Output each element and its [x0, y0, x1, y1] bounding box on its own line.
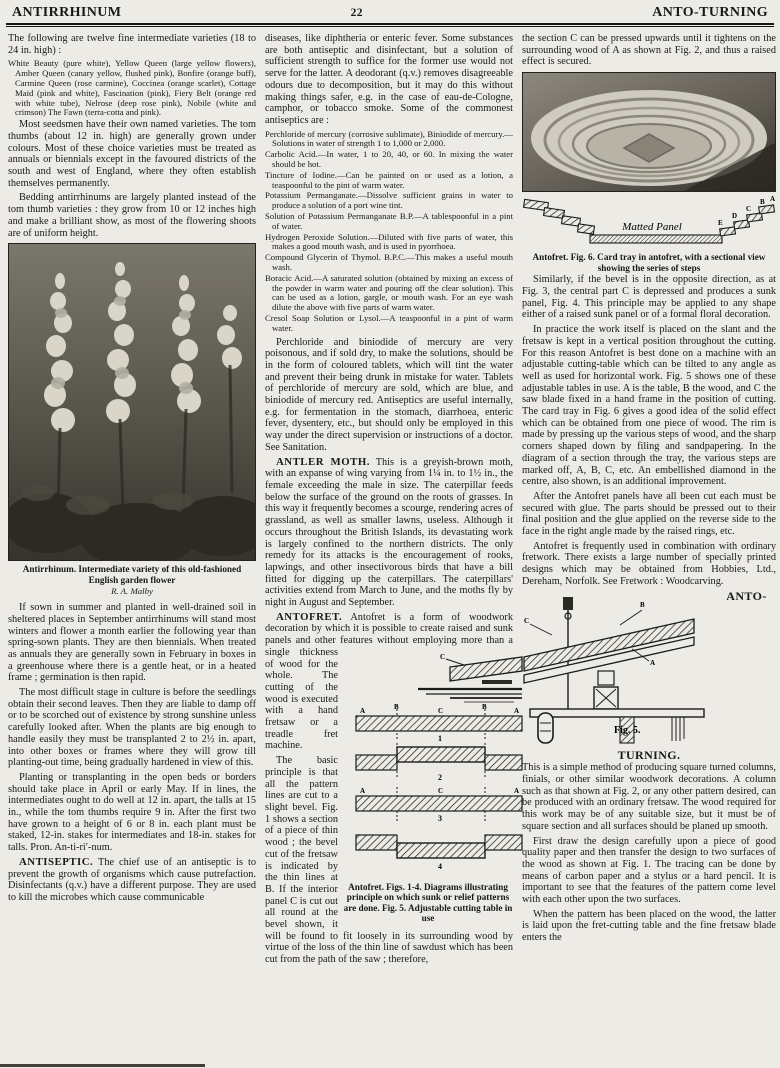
figure-antofret-figs-1-4: [343, 649, 520, 925]
matted-panel-label: Matted Panel: [622, 221, 682, 234]
paragraph-text: The basic principle is that all the pattern lines are cut to a slight bevel. Fig. 1 shows a section of a piece of thin wood ; the bevel cut of the fretsaw is indicated by the thin lines at B. If the interior panel C is cut out all round at the bevel shown, it will be found to fit loosely in its surrounding wood by virtue of the loss of the thin line of sawdust which has been cut from the path of the saw ; therefore,: [265, 755, 513, 966]
paragraph-text: Similarly, if the bevel is in the opposite direction, as at Fig. 3, the central part C is depressed and produces a sunk panel, Fig. 4. This principle may be applied to any shape either of a raised sunk panel or of a formal floral decoration.: [522, 274, 776, 321]
label: C: [438, 786, 444, 795]
paragraph-text: Most seedsmen have their own named varieties. The tom thumbs (about 12 in. high) are generally grown under colours. Most of these choice varieties must be treated as annuals or biennials except in the favoured districts of the south and west of England, where they often establish themselves permanently.: [8, 119, 256, 189]
label: A: [514, 706, 520, 715]
paragraph-text: When the pattern has been placed on the wood, the latter is laid upon the fret-cutting table and the fine fretsaw blade enters the: [522, 908, 776, 944]
paragraph: [265, 337, 513, 454]
running-header: [0, 0, 780, 23]
paragraph: [8, 687, 256, 769]
paragraph: [522, 274, 776, 321]
running-head-left: ANTIRRHINUM: [12, 5, 122, 20]
list-item: Tincture of Iodine.—Can be painted on or used as a lotion, a teaspoonful to the pint of warm water.: [265, 169, 513, 190]
label: A: [360, 706, 366, 715]
label-c: C: [746, 205, 752, 214]
paragraph-text: Planting or transplanting in the open beds or borders should take place in April or early May. If in lines, the intermediates ought to do well at 12 in. apart, the talls at 15 in., while the tom thumbs require 9 in. After the first two have grown to a height of 6 or 8 in. each plant must be staked, 12-in. stakes for intermediates and 18-in. stakes for talls. Pron. An-ti-ri′-num.: [8, 771, 256, 854]
page-number: 22: [350, 7, 363, 19]
label-d: D: [732, 212, 738, 221]
three-column-layout: [0, 27, 780, 969]
list-item: Perchloride of mercury (corrosive sublimate), Biniodide of mercury.—Solutions in water of strength 1 to 1,000 or 2,000.: [265, 128, 513, 149]
entry-antiseptic: [8, 857, 256, 904]
antofret-section-diagrams: [354, 649, 524, 877]
paragraph-text: diseases, like diphtheria or enteric fever. Some substances are both antiseptic and disinfectant, but a solution of sufficient strength to suffice for the former use would not serve for the latter. A deodorant (q.v.) removes disagreeable odours due to decomposition, but it may do this without making things safer, e.g. in the case of eau-de-Cologne, camphor, or tobacco smoke. Some of the commonest antiseptics are :: [265, 33, 513, 126]
varieties-list: [8, 59, 256, 118]
label-a: A: [650, 658, 656, 667]
paragraph: [522, 33, 776, 68]
fig-1: [356, 703, 522, 743]
label-b: B: [640, 600, 645, 609]
figure-fig5: [522, 593, 712, 750]
label: B: [394, 702, 399, 711]
paragraph-text: First draw the design carefully upon a piece of good quality paper and then transfer the design to two surfaces of the wood as shown at Fig. 1. The tracing can be done by means of carbon paper and a stylus or a hard pencil. It is important to see that the features of the pattern come level with each other upon the two surfaces.: [522, 835, 776, 906]
fig5-label: Fig. 5.: [614, 724, 641, 736]
paragraph: [8, 602, 256, 684]
paragraph-text: The following are twelve fine intermediate varieties (18 to 24 in. high) :: [8, 33, 256, 56]
list-item: Cresol Soap Solution or Lysol.—A teaspoonful in a pint of warm water.: [265, 312, 513, 333]
list-item: Carbolic Acid.—In water, 1 to 20, 40, or 60. In mixing the water should be hot.: [265, 149, 513, 170]
paragraph-text: Antofret is frequently used in combination with ordinary fretwork. There exists a large number of specially printed designs which may be obtained from Hobbies, Ltd., Dereham, Norfolk. See Fretwork : Woodcarving.: [522, 540, 776, 587]
entry-anto-turning: [522, 588, 776, 944]
label-c: C: [440, 652, 446, 661]
paragraph-text: Bedding antirrhinums are largely planted instead of the tom thumb varieties : they grow from 10 or 12 inches high and make a brilliant show, as most of the flowering shoots are of uniform height.: [8, 192, 256, 239]
column-right: [522, 33, 776, 969]
entry-heading: ANTO-TURNING.: [617, 588, 767, 762]
paragraph: [8, 33, 256, 56]
paragraph-text: The most difficult stage in culture is before the seedlings obtain their second leaves. Then they are liable to damp off or to be scorched out of existence by strong sunshine unless carefully looked after. When the plants are big enough to handle easily they must be transplanted 2 to 2½ in. apart, into other boxes or frames where they will grow till planting-out time, being gradually hardened in view of this.: [8, 687, 256, 769]
entry-heading: ANTOFRET.: [276, 610, 343, 623]
paragraph: [522, 541, 776, 588]
adjustable-table-diagram: [522, 593, 712, 745]
fig-3: [356, 787, 522, 823]
label-c: C: [524, 616, 530, 625]
fig-2: [356, 743, 522, 782]
paragraph: [8, 772, 256, 854]
tray-section-diagram: [522, 195, 776, 251]
paragraph-text: the section C can be pressed upwards until it tightens on the surrounding wood of A as shown at Fig. 2, and thus a raised effect is secured.: [522, 33, 776, 68]
antirrhinum-photo: [8, 243, 256, 561]
paragraph-text: Perchloride and biniodide of mercury are very poisonous, and if sold dry, to make the solutions, should be in the form of coloured tablets, which will tint the water and prevent their being drunk in mistake for water. Tablets of perchloride of mercury are sold, which are blue, and biniodide of mercury red. Antiseptics are useful internally, e.g. for fermentation in the stomach, diarrhoea, enteric fever, dysentery, etc., but should only be employed in this way under the direct supervision or instructions of a doctor. See Sanitation.: [265, 336, 513, 453]
antiseptics-list: [265, 130, 513, 334]
entry-text: [522, 762, 776, 832]
fig-number: 2: [438, 772, 442, 782]
fig-4: [356, 835, 522, 871]
column-middle: [265, 33, 520, 969]
label: C: [438, 706, 444, 715]
label: B: [482, 702, 487, 711]
paragraph-text: This is a simple method of producing square turned columns, finials, or other similar woodwork decorations. A column such as that shown at Fig. 2, or any other pattern desired, can be produced with an ordinary fretsaw. The wood required for this work may be of any suitable size, but it must be of square section and all surfaces should be planed up smooth.: [522, 762, 776, 832]
scan-artifact: [0, 1064, 205, 1067]
entry-text: more than a single thickness of wood for the whole. The cutting of the wood is executed with a hand fretsaw or a treadle fret machine.: [265, 635, 513, 752]
fig-number: 1: [438, 733, 442, 743]
column-left: [8, 33, 256, 969]
paragraph-text: If sown in summer and planted in well-drained soil in sheltered places in September antirrhinums will stand most winters and flower a month earlier the following year than spring-sown plants. They are then biennials. When treated as annuals they are generally sown in February in boxes in a greenhouse where there is a gentle heat, or in a heated frame ; germination is then rapid.: [8, 602, 256, 684]
label-b: B: [760, 198, 765, 207]
list-item: Compound Glycerin of Thymol. B.P.C.—This makes a useful mouth wash.: [265, 252, 513, 272]
label: A: [514, 786, 520, 795]
paragraph: [8, 192, 256, 239]
paragraph: [522, 491, 776, 538]
entry-text: This is a greyish-brown moth, with an expanse of wing varying from 1¼ in. to 1½ in., the female exceeding the male in size. The caterpillar feeds below the surface of the ground on the roots of grasses. In this way it frequently becomes a scourge, rendering acres of grassland, as well as smaller lawns, useless. Although it occurs throughout the British Islands, its devastating work is largely confined to the northern districts. The only remedy for its attacks is the encouragement of rooks, lapwings, and other insectivorous birds that have a bill fitted for digging up the caterpillars. The caterpillars' activities extend from March to June, and the moths fly by night in August and September.: [265, 456, 514, 609]
figure-caption: Antofret. Fig. 6. Card tray in antofret, with a sectional view showing the series of steps: [532, 252, 766, 273]
label: A: [360, 786, 366, 795]
paragraph-text: After the Antofret panels have all been cut each must be secured with glue. The parts should be pressed out to their final position and the glue applied on the reverse side to the face in the right angle made by the raised rings, etc.: [522, 490, 776, 538]
fig-number: 4: [438, 861, 442, 871]
list-item: Boracic Acid.—A saturated solution (obtained by mixing an excess of the powder in warm water and pouring off the clear solution). This can be used as a lotion, gargle, or mouth wash. For an eye wash dilute the above with five parts of warm water.: [265, 272, 513, 313]
entry-heading: ANTLER MOTH.: [276, 455, 370, 468]
list-item: Hydrogen Peroxide Solution.—Diluted with five parts of water, this makes a good mouth wash, and is used in pyorrhoea.: [265, 231, 513, 252]
paragraph: [265, 33, 513, 127]
label-a: A: [770, 195, 776, 204]
entry-antler-moth: [265, 457, 513, 609]
figure-caption: Antofret. Figs. 1-4. Diagrams illustrating principle on which sunk or relief patterns are done. Fig. 5. Adjustable cutting table in use: [343, 881, 513, 924]
label-e: E: [718, 219, 723, 228]
entry-heading: ANTISEPTIC.: [19, 855, 94, 868]
entry-text: The chief use of an antiseptic is to prevent the growth of organisms which cause putrefaction. Disinfectants (q.v.) have a different purpose. They are used to kill the microbes which cause communicable: [8, 856, 257, 903]
entry-text: Antofret is a form of woodwork decoration by which it is possible to create raised and sunk panels and other features without employing: [265, 611, 513, 647]
paragraph: [8, 119, 256, 189]
paragraph-text: White Beauty (pure white), Yellow Queen (large yellow flowers), Amber Queen (canary yellow, flushed pink), Bonfire (orange buff), Carmine Queen (rose carmine), Coccinea (orange scarlet), Cottage Maid (pink and white), Fascination (pink), Fiery Belt (orange red with white tube), Nelrose (deep rose pink), Nobile (white and crimson) The Fawn (terra-cotta and pink).: [8, 58, 256, 118]
paragraph: [522, 836, 776, 906]
card-tray-photo: [522, 72, 776, 192]
photo-caption: Antirrhinum. Intermediate variety of this old-fashioned English garden flower: [22, 564, 242, 585]
running-head-right: ANTO-TURNING: [652, 5, 768, 20]
paragraph-text: In practice the work itself is placed on the slant and the fretsaw is kept in a vertical position throughout the cutting. For this reason Antofret is best done on a machine with an adjustable cutting-table which can be tilted to any angle as well as used for horizontal work. Fig. 5 shows one of these adjustable tables in use. A is the table, B the wood, and C the saw blade fixed in a hand frame in the position of cutting. The card tray in Fig. 6 gives a good idea of the solid effect which can be obtained from one piece of wood. The rim is made by pressing up the various steps of wood, and the sharp corners shaped down by filing and sandpapering. In the diagram of a section through the tray, the various steps are marked off, A, B, C, etc. An embellished diamond in the centre, also shown, is an additional improvement.: [522, 324, 776, 488]
paragraph: [522, 909, 776, 944]
photo-credit: R. A. Malby: [111, 586, 153, 597]
list-item: Solution of Potassium Permanganate B.P.—A tablespoonful in a pint of water.: [265, 211, 513, 231]
fig-number: 3: [438, 813, 442, 823]
list-item: Potassium Permanganate.—Dissolve sufficient grains in water to produce a solution of a port wine tint.: [265, 190, 513, 211]
paragraph: [522, 324, 776, 488]
